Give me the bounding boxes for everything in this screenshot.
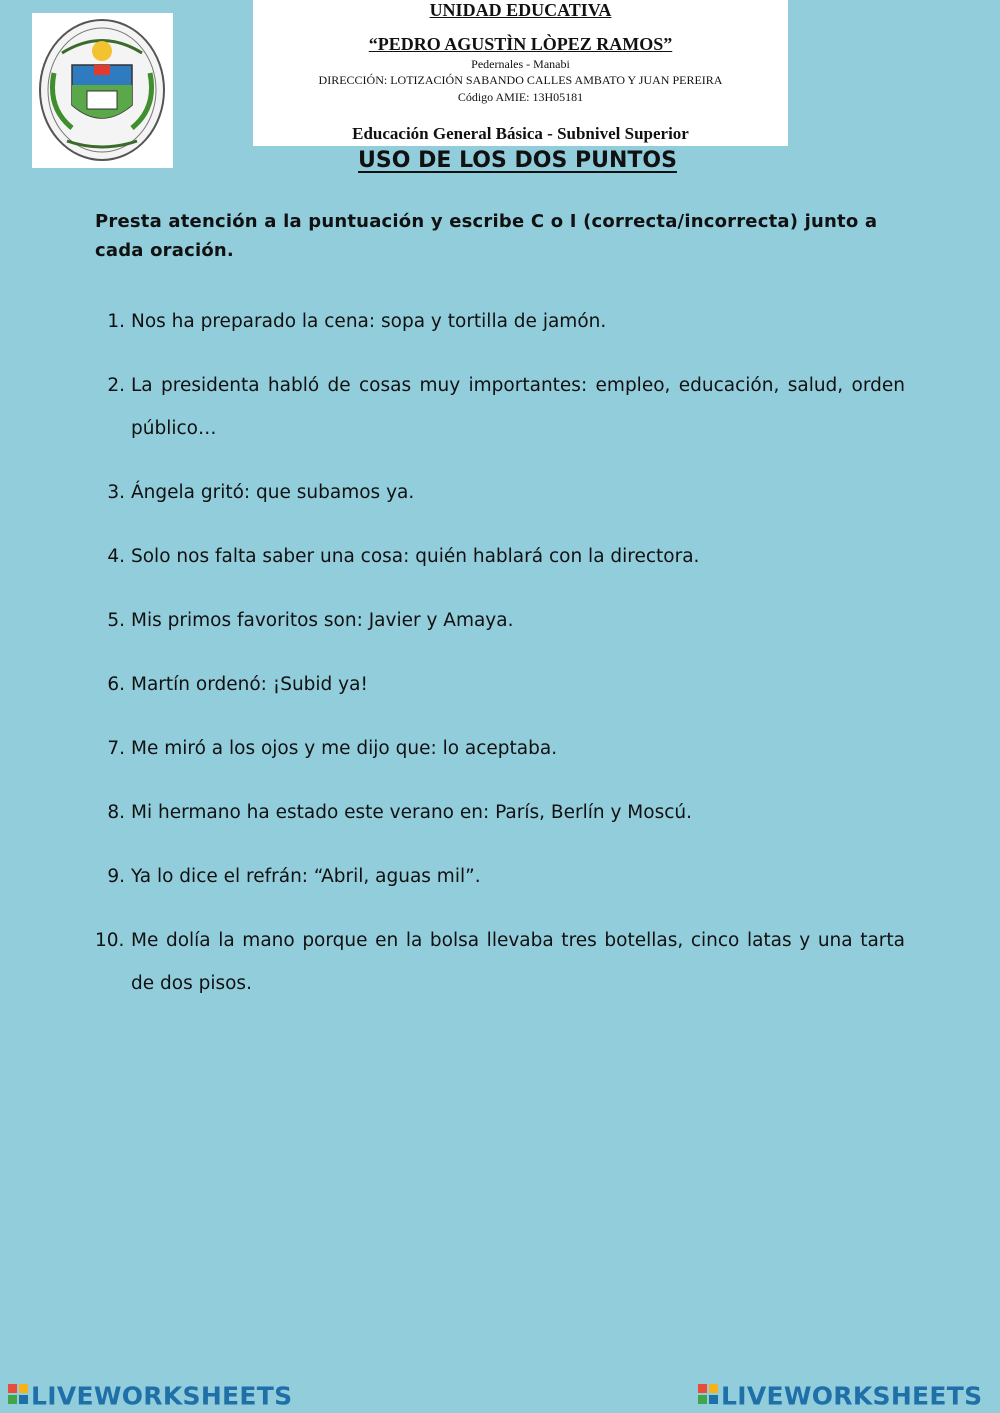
live-badge-icon bbox=[698, 1384, 718, 1404]
school-amie-code: Código AMIE: 13H05181 bbox=[457, 90, 584, 104]
item-text: Mis primos favoritos son: Javier y Amaya. bbox=[131, 610, 514, 631]
item-number: 5. bbox=[107, 610, 125, 631]
item-number: 10. bbox=[95, 930, 125, 951]
list-item bbox=[95, 727, 905, 770]
item-number: 7. bbox=[107, 738, 125, 759]
item-number: 6. bbox=[107, 674, 125, 695]
list-item bbox=[95, 471, 905, 514]
list-item bbox=[95, 791, 905, 834]
school-type: UNIDAD EDUCATIVA bbox=[429, 0, 612, 20]
liveworksheets-logo-left[interactable] bbox=[8, 1380, 292, 1410]
item-number: 4. bbox=[107, 546, 125, 567]
footer-brand-text: LIVEWORKSHEETS bbox=[721, 1381, 983, 1411]
list-item bbox=[95, 535, 905, 578]
school-logo bbox=[32, 13, 173, 168]
school-level: Educación General Básica - Subnivel Superior bbox=[352, 124, 689, 143]
instructions: Presta atención a la puntuación y escribe C o I (correcta/incorrecta) junto a cada oración. bbox=[95, 211, 878, 261]
list-item bbox=[95, 855, 905, 898]
item-text: Mi hermano ha estado este verano en: París, Berlín y Moscú. bbox=[131, 802, 692, 823]
list-item bbox=[95, 300, 905, 343]
school-crest-icon bbox=[32, 13, 173, 168]
item-text: Nos ha preparado la cena: sopa y tortilla de jamón. bbox=[131, 311, 607, 332]
list-item bbox=[95, 364, 905, 450]
sentence-list bbox=[95, 300, 905, 1026]
page-title: USO DE LOS DOS PUNTOS bbox=[358, 148, 677, 173]
school-header bbox=[253, 0, 788, 146]
item-text: Me miró a los ojos y me dijo que: lo aceptaba. bbox=[131, 738, 558, 759]
item-text: La presidenta habló de cosas muy importantes: empleo, educación, salud, orden público… bbox=[131, 375, 905, 439]
liveworksheets-logo-right[interactable] bbox=[698, 1380, 982, 1410]
list-item bbox=[95, 663, 905, 706]
school-location: Pedernales - Manabi bbox=[471, 57, 570, 71]
item-text: Ángela gritó: que subamos ya. bbox=[131, 482, 415, 503]
school-address: DIRECCIÓN: LOTIZACIÓN SABANDO CALLES AMBATO Y JUAN PEREIRA bbox=[318, 73, 723, 87]
item-number: 8. bbox=[107, 802, 125, 823]
item-text: Solo nos falta saber una cosa: quién hablará con la directora. bbox=[131, 546, 700, 567]
item-number: 3. bbox=[107, 482, 125, 503]
list-item bbox=[95, 919, 905, 1005]
item-text: Ya lo dice el refrán: “Abril, aguas mil”. bbox=[131, 866, 481, 887]
item-number: 9. bbox=[107, 866, 125, 887]
live-badge-icon bbox=[8, 1384, 28, 1404]
list-item bbox=[95, 599, 905, 642]
item-number: 2. bbox=[107, 375, 125, 396]
footer-brand-text: LIVEWORKSHEETS bbox=[31, 1381, 293, 1411]
school-name: “PEDRO AGUSTÌN LÒPEZ RAMOS” bbox=[368, 34, 673, 54]
item-text: Martín ordenó: ¡Subid ya! bbox=[131, 674, 368, 695]
item-text: Me dolía la mano porque en la bolsa llevaba tres botellas, cinco latas y una tarta de dos pisos. bbox=[131, 930, 905, 994]
item-number: 1. bbox=[107, 311, 125, 332]
